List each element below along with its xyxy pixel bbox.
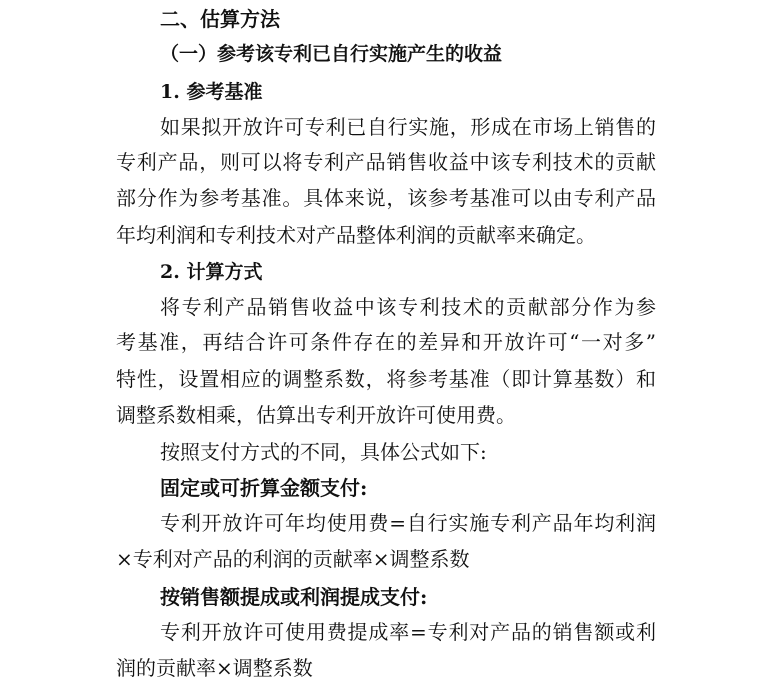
item2-paragraph-line: 将专利产品销售收益中该专利技术的贡献部分作为参 bbox=[160, 295, 656, 319]
royalty-payment-title: 按销售额提成或利润提成支付: bbox=[160, 585, 428, 609]
item2-paragraph-line: 调整系数相乘，估算出专利开放许可使用费。 bbox=[116, 403, 516, 427]
item1-title: 1. 参考基准 bbox=[160, 81, 263, 103]
item2-paragraph-line: 考基准，再结合许可条件存在的差异和开放许可“一对多” bbox=[116, 330, 656, 354]
royalty-payment-formula-line: 润的贡献率×调整系数 bbox=[116, 656, 313, 680]
fixed-payment-formula-line: ×专利对产品的利润的贡献率×调整系数 bbox=[116, 547, 470, 571]
fixed-payment-formula-line: 专利开放许可年均使用费=自行实施专利产品年均利润 bbox=[160, 511, 656, 535]
item1-paragraph-line: 专利产品，则可以将专利产品销售收益中该专利技术的贡献 bbox=[116, 150, 656, 174]
item2-paragraph-line: 特性，设置相应的调整系数，将参考基准（即计算基数）和 bbox=[116, 367, 656, 391]
fixed-payment-title: 固定或可折算金额支付: bbox=[160, 476, 368, 500]
item1-paragraph-line: 部分作为参考基准。具体来说，该参考基准可以由专利产品 bbox=[116, 186, 656, 210]
item2-title: 2. 计算方式 bbox=[160, 261, 263, 283]
section-title: 二、估算方法 bbox=[160, 7, 280, 31]
subsection-title: （一）参考该专利已自行实施产生的收益 bbox=[160, 43, 503, 65]
royalty-payment-formula-line: 专利开放许可使用费提成率=专利对产品的销售额或利 bbox=[160, 620, 656, 644]
item1-paragraph-line: 年均利润和专利技术对产品整体利润的贡献率来确定。 bbox=[116, 223, 596, 247]
formula-intro: 按照支付方式的不同，具体公式如下: bbox=[160, 440, 487, 464]
item1-paragraph-line: 如果拟开放许可专利已自行实施，形成在市场上销售的 bbox=[160, 115, 656, 139]
